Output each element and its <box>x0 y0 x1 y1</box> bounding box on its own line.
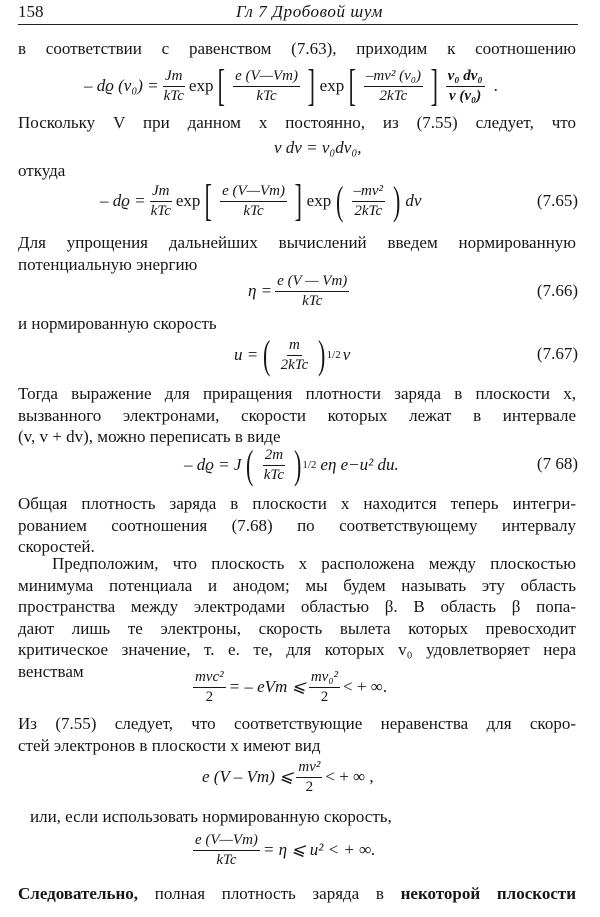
eq4-fraction: $\frac{e (V — Vm)}{\text{kTc}}$ <box>277 272 348 309</box>
equation-7-68: – dϱ = J ( $\frac{2m}{\text{kTc}}$ ) 1/2 eη e−u² du. (7 68) <box>184 442 578 487</box>
equation-number: (7.65) <box>536 191 578 210</box>
paragraph-2 <box>18 112 576 134</box>
chapter-title: Гл 7 Дробовой шум <box>236 2 384 21</box>
eq2-text: v dv = v₀dv₀, <box>274 138 362 157</box>
text-line: откуда <box>18 161 66 180</box>
text-line: потенциальную энергию <box>18 254 198 274</box>
paragraph-9 <box>18 713 576 756</box>
text-line: венствам <box>18 661 84 681</box>
text-line: Общая плотность заряда в плоскости x находится теперь интегри- <box>18 494 576 513</box>
text-line: Предположим, что плоскость x расположена между плоскостью <box>52 554 576 573</box>
paragraph-10 <box>18 806 576 828</box>
equation-7-65: – dϱ = $\frac{Jm}{\text{kTc}}$ exp [ $\frac{e (V—Vm)}{\text{kTc}}$ ] exp ( $\frac{\text{–mv²}}{\text{2kTc}}$ ) dv (7.65) <box>100 176 578 225</box>
text-line: или, если использовать нормированную скорость, <box>30 807 392 826</box>
eq3-lhs: – dϱ = <box>100 191 146 210</box>
eq6-fraction: $\frac{2m}{\text{kTc}}$ <box>263 446 285 483</box>
text-line: стей электронов в плоскости x имеют вид <box>18 735 321 755</box>
eq9-fraction: $\frac{e (V—Vm)}{\text{kTc}}$ <box>195 831 258 868</box>
eq7-fraction-1: $\frac{\text{mvc²}}{2}$ <box>195 668 224 705</box>
paragraph-1 <box>18 38 576 60</box>
text-line: в соответствии с равенством (7.63), приходим к соотношению <box>18 39 576 58</box>
text-line: рованием соотношения (7.68) по соответствующему интервалу <box>18 515 576 535</box>
equation-inequality-1: $\frac{\text{mvc²}}{2}$ = – eVm ⩽ $\frac{\text{mv₀²}}{2}$ < + ∞. <box>195 668 388 705</box>
eq3-fraction-2: $\frac{e (V—Vm)}{\text{kTc}}$ <box>222 182 285 219</box>
eq3-fraction-3: $\frac{\text{–mv²}}{\text{2kTc}}$ <box>353 182 384 219</box>
equation-number: (7.66) <box>536 281 578 300</box>
eq1-exp: exp <box>188 76 214 95</box>
text-line: минимума потенциала и анодом; мы будем называть эту область <box>18 575 576 595</box>
eq3-fraction-1: $\frac{Jm}{\text{kTc}}$ <box>150 182 171 219</box>
paragraph-11 <box>18 883 576 905</box>
text-line: дают лишь те электроны, скорость вылета которых превосходит <box>18 618 576 638</box>
equation-1: – dϱ (v₀) = $\frac{Jm}{\text{kTc}}$ exp [ $\frac{e (V—Vm)}{\text{kTc}}$ ] exp [ $\frac{\text{–mv² (v₀)}}{\text{2kTc}}$ ] $\frac{\text{v₀ dv₀}}{\text{v (v₀)}}$ . <box>84 61 498 110</box>
text-line: и нормированную скорость <box>18 314 217 333</box>
eq7-fraction-2: $\frac{\text{mv₀²}}{2}$ <box>310 668 339 705</box>
page-number: 158 <box>18 2 44 21</box>
header-rule <box>18 24 578 25</box>
text-line: пространства между электродами областью β. В область β попа- <box>18 597 576 616</box>
running-header <box>18 2 578 26</box>
paragraph-4 <box>18 232 576 275</box>
text-line: Из (7.55) следует, что соответствующие неравенства для скоро- <box>18 714 576 733</box>
eq1-lhs: – dϱ (v₀) = <box>84 76 159 95</box>
equation-number: (7.67) <box>536 344 578 363</box>
paragraph-8 <box>18 553 576 682</box>
eq1-fraction-2: $\frac{e (V—Vm)}{\text{kTc}}$ <box>235 67 299 104</box>
equation-2 <box>18 138 578 162</box>
paragraph-7 <box>18 493 576 558</box>
equation-inequality-3: $\frac{e (V—Vm)}{\text{kTc}}$ = η ⩽ u² < + ∞. <box>195 831 376 868</box>
equation-7-67: u = ( $\frac{m}{\text{2kTc}}$ ) 1/2 v (7.67) <box>234 332 578 377</box>
text-line: Для упрощения дальнейших вычислений введем нормированную <box>18 233 576 252</box>
eq8-fraction: $\frac{\text{mv²}}{2}$ <box>298 758 321 795</box>
text-line: Следовательно, полная плотность заряда в некоторой плоскости <box>18 884 577 903</box>
text-line: (v, v + dv), можно переписать в виде <box>18 427 281 446</box>
eq1-fraction-3: $\frac{\text{–mv² (v₀)}}{\text{2kTc}}$ <box>365 67 421 104</box>
paragraph-5 <box>18 313 576 335</box>
text-line: Поскольку V при данном x постоянно, из (7.55) следует, что <box>18 113 576 132</box>
text-line: Тогда выражение для приращения плотности заряда в плоскости x, <box>18 384 576 403</box>
eq1-fraction-1: $\frac{Jm}{\text{kTc}}$ <box>163 67 184 104</box>
text-line: скоростей. <box>18 537 95 556</box>
eq1-exp-2: exp <box>319 76 345 95</box>
equation-inequality-2: e (V – Vm) ⩽ $\frac{\text{mv²}}{2}$ < + ∞ , <box>202 758 374 795</box>
eq1-fraction-4: $\frac{\text{v₀ dv₀}}{\text{v (v₀)}}$ <box>447 67 483 104</box>
equation-7-66: η = $\frac{e (V — Vm)}{\text{kTc}}$ (7.66) <box>248 272 578 309</box>
eq5-fraction: $\frac{m}{\text{2kTc}}$ <box>280 336 309 373</box>
equation-number: (7 68) <box>536 454 578 473</box>
paragraph-6 <box>18 383 576 448</box>
text-line: вызванного электронами, скорости которых лежат в интервале <box>18 405 576 425</box>
text-line: критическое значение, т. е. те, для которых v₀ удовлетворяет нера <box>18 640 576 659</box>
